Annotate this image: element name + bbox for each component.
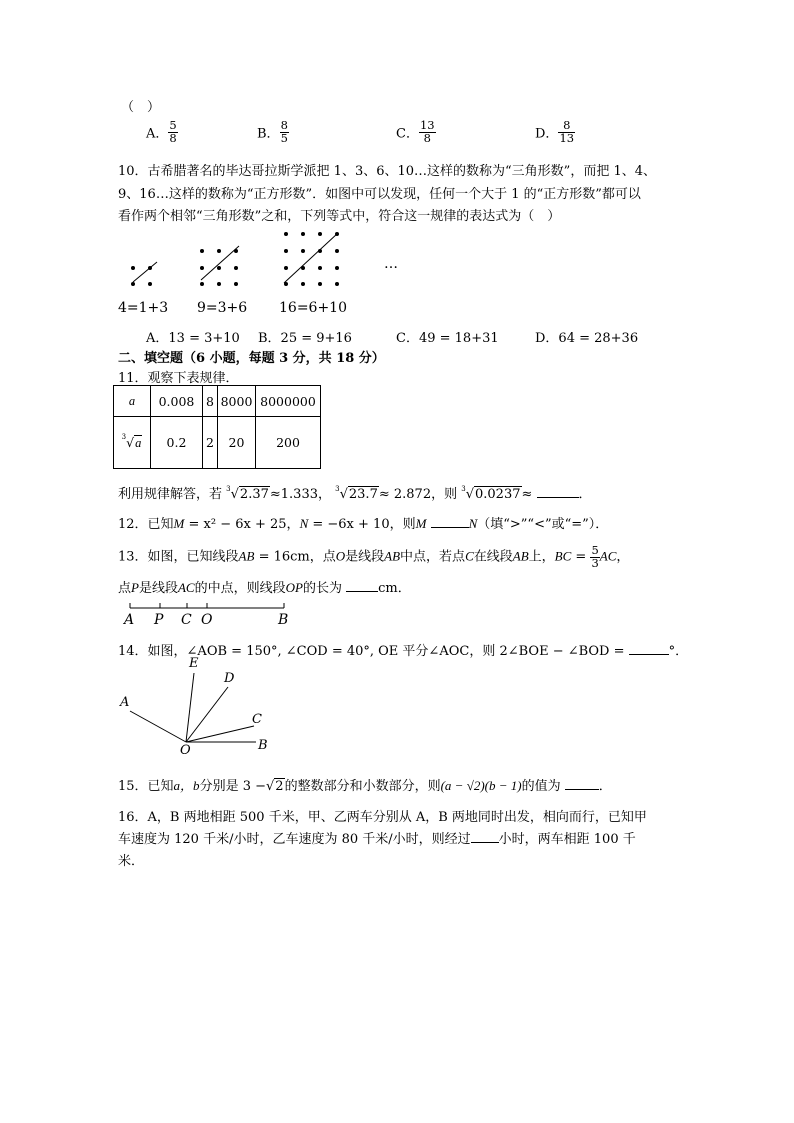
point-a-label: A <box>124 612 135 628</box>
ray-b-label: B <box>258 738 268 753</box>
q13-line-2: 点P是线段AC的中点，则线段OP的长为 cm． <box>118 580 411 596</box>
q16-line-1: 16．A，B 两地相距 500 千米，甲、乙两车分别从 A，B 两地同时出发，相向而行，已知甲 <box>118 810 647 825</box>
q10-option-b[interactable]: B．25 = 9+16 <box>258 331 352 346</box>
q11-cell: 20 <box>218 417 256 469</box>
q11-cell: 2 <box>203 417 218 469</box>
q9-option-c-label: C． <box>396 126 419 142</box>
q9-option-b-fraction: $\frac{8}{5}$ <box>280 118 288 145</box>
q10-option-d[interactable]: D．64 = 28+36 <box>535 331 639 346</box>
dot-figure-4-divider <box>125 258 165 288</box>
q16-line-2: 车速度为 120 千米/小时，乙车速度为 80 千米/小时，则经过 小时，两车相距 100 千 <box>118 832 636 847</box>
q11-cell: 0.008 <box>151 386 203 417</box>
q11-row-cbrt-label: $^3$√a <box>121 432 142 450</box>
q10-option-a[interactable]: A．13 = 3+10 <box>146 331 240 346</box>
q9-option-a[interactable] <box>146 120 178 144</box>
q9-paren: （ ） <box>121 100 161 115</box>
point-c-label: C <box>181 612 192 628</box>
cube-root-2-37: $^3$√2.37 <box>226 485 269 502</box>
q11-row-a <box>114 386 321 417</box>
q11-row-a-label: a <box>128 394 136 408</box>
q11-cell: 0.2 <box>151 417 203 469</box>
dot-figure-16-divider <box>278 225 346 293</box>
q9-option-b[interactable] <box>257 120 289 144</box>
point-b-label: B <box>278 612 289 628</box>
ray-e-label: E <box>189 656 199 671</box>
cube-root-23-7: $^3$√23.7 <box>335 485 378 502</box>
q9-option-d-label: D． <box>535 126 559 142</box>
q11-use-rule: 利用规律解答，若 $^3$√2.37≈1.333， $^3$√23.7≈ 2.872，则 $^3$√0.0237≈ ． <box>118 485 592 502</box>
ray-c-label: C <box>252 712 262 727</box>
q13-line-1: 13．如图，已知线段AB = 16cm，点O是线段AB中点，若点C在线段AB上，BC = $\frac{5}{3}$ AC， <box>118 543 630 570</box>
q16-answer-blank[interactable] <box>471 830 499 843</box>
q11-intro: 11．观察下表规律． <box>118 371 239 386</box>
q10-line-3: 看作两个相邻“三角形数”之和，下列等式中，符合这一规律的表达式为（ ） <box>118 209 561 224</box>
q11-cell: 200 <box>256 417 321 469</box>
q9-option-c-fraction: $\frac{13}{8}$ <box>419 118 435 145</box>
q9-option-a-label: A． <box>146 126 169 142</box>
q10-option-c[interactable]: C．49 = 18+31 <box>396 331 499 346</box>
q13-answer-blank[interactable] <box>346 579 378 592</box>
q15-answer-blank[interactable] <box>565 777 599 790</box>
point-p-label: P <box>154 612 164 628</box>
ray-d-label: D <box>224 671 235 686</box>
q9-option-d-fraction: $\frac{8}{13}$ <box>559 118 575 145</box>
q11-table <box>113 385 321 469</box>
dot-figure-9-divider <box>195 240 245 290</box>
q11-cell: 8000 <box>218 386 256 417</box>
cube-root-0-0237: $^3$√0.0237 <box>461 485 521 502</box>
q9-option-d[interactable] <box>535 120 575 144</box>
q11-cell: 8 <box>203 386 218 417</box>
q12-answer-blank[interactable] <box>431 515 469 528</box>
q13-fraction: $\frac{5}{3}$ <box>591 543 599 570</box>
ray-a-label: A <box>120 695 130 710</box>
q9-option-b-label: B． <box>257 126 280 142</box>
section-2-heading: 二、填空题（6 小题，每题 3 分，共 18 分） <box>118 351 385 366</box>
q9-option-c[interactable] <box>396 120 436 144</box>
q10-line-1: 10．古希腊著名的毕达哥拉斯学派把 1、3、6、10…这样的数称为“三角形数”，而把 1、4、 <box>118 164 656 179</box>
q9-option-a-fraction: $\frac{5}{8}$ <box>169 118 177 145</box>
q15-text: 15．已知a，b分别是 3 −√2的整数部分和小数部分，则(a − √2)(b − 1)的值为 ． <box>118 778 612 794</box>
q11-answer-blank[interactable] <box>537 485 579 498</box>
dot-figure-ellipsis: … <box>384 256 398 272</box>
q11-row-cbrt <box>114 417 321 469</box>
q14-text: 14．如图，∠AOB = 150°, ∠COD = 40°, OE 平分∠AOC，则 2∠BOE − ∠BOD = °． <box>118 644 689 659</box>
caption-4: 4=1+3 <box>118 300 169 316</box>
vertex-o-label: O <box>180 743 191 758</box>
q10-line-2: 9、16…这样的数称为“正方形数”．如图中可以发现，任何一个大于 1 的“正方形数”都可以 <box>118 187 641 202</box>
q11-cell: 8000000 <box>256 386 321 417</box>
q14-answer-blank[interactable] <box>629 642 669 655</box>
point-o-label: O <box>201 612 213 628</box>
caption-9: 9=3+6 <box>197 300 248 316</box>
q12-text: 12．已知M = x² − 6x + 25，N = −6x + 10，则M N（填“>”“<”或“=”）． <box>118 516 609 532</box>
q16-line-3: 米． <box>118 854 145 869</box>
caption-16: 16=6+10 <box>279 300 347 316</box>
